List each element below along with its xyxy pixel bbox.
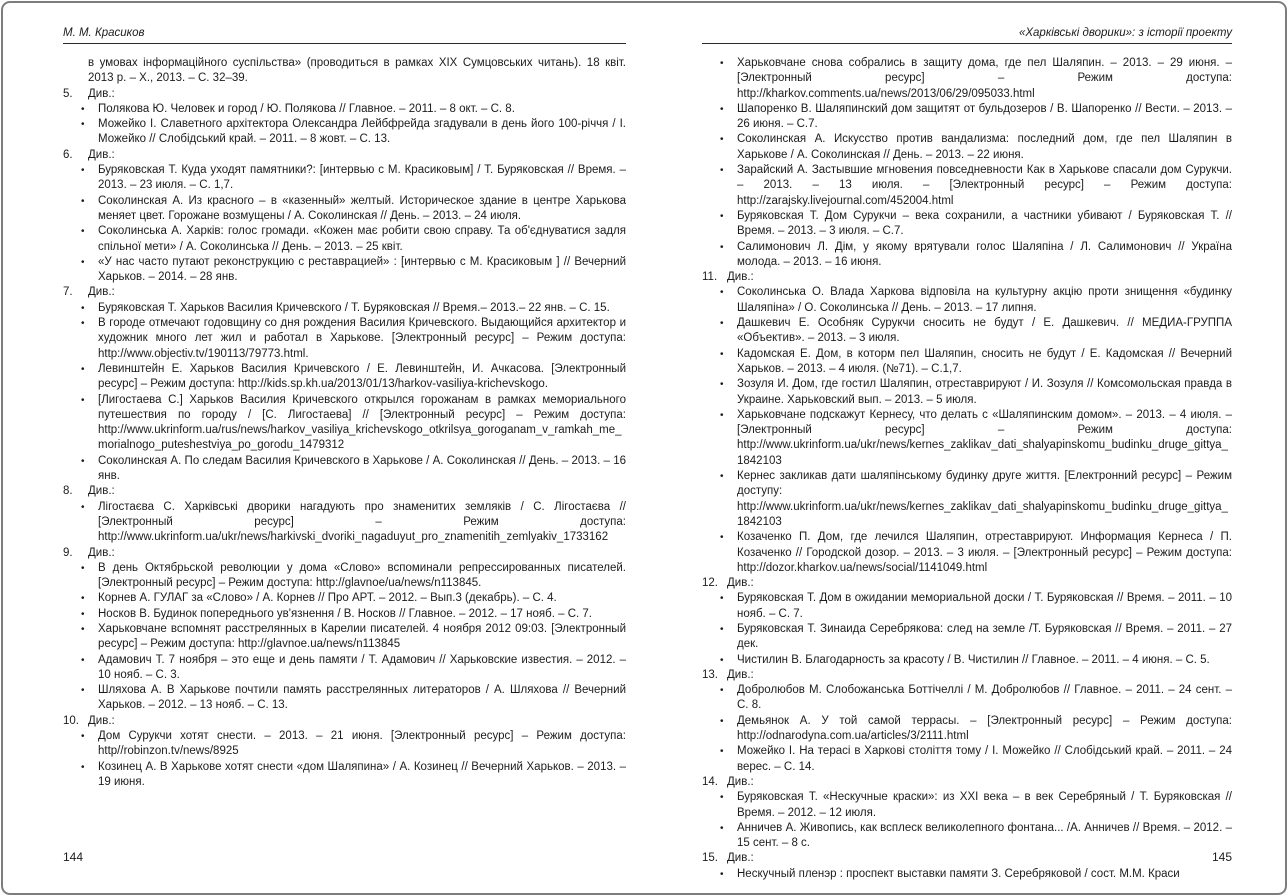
item-number: 9. [63, 546, 73, 559]
reference-text: Адамович Т. 7 ноября – это еще и день памяти / Т. Адамович // Харьковские известия. – 2012. – 10 нояб. – С. 3. [98, 653, 626, 681]
bullet-icon: • [720, 746, 724, 758]
bullet-icon: • [81, 654, 85, 666]
reference-text: Козаченко П. Дом, где лечился Шаляпин, отреставрируют. Информация Кернеса / П. Козаченко // Городской дозор. – 2013. – 3 июля. – [Электронный ресурс] – Режим доступа: http://dozor.kharkov.ua/news/social/1141049.html [737, 531, 1232, 574]
reference-text: Анничев А. Живопись, как всплеск великолепного фонтана... /А. Анничев // Время. – 2012. – 15 сент. – 8 с. [737, 821, 1232, 850]
bullet-icon: • [720, 792, 724, 804]
reference-entry [702, 285, 1232, 316]
references-right [702, 56, 1232, 882]
reference-text: Лігостаєва С. Харківські дворики нагадують про знаменитих земляків / С. Лігостаєва // [Электронный ресурс] – Режим доступа: http://www.ukrinform.ua/ukr/news/harkivski_dvoriki_nagaduyut_pro_znamenitih_zemlyakiv_1733162 [98, 500, 626, 544]
reference-entry [63, 729, 626, 760]
bullet-icon: • [81, 731, 85, 743]
reference-text: Левинштейн Е. Харьков Василия Кричевского / Е. Левинштейн, И. Ачкасова. [Электронный ресурс] – Режим доступа: http://kids.sp.kh.ua/2013/01/13/harkov-vasiliya-krichevskogo. [98, 362, 626, 391]
reference-text: [Лигостаева С.] Харьков Василия Кричевского открылся горожанам в рамках мемориального путешествия по городу / [С. Лигостаева] // [Электронный ресурс] – Режим доступа: http://www.ukrinform.ua/rus/news/harkov_vasiliya_krichevskogo_otkrilsya_goroganam_v_ramkah_me_morialnogo_puteshestviya_po_gorodu_1479312 [98, 393, 626, 452]
ref-item-8 [63, 484, 626, 499]
bullet-icon: • [720, 623, 724, 635]
reference-text: Нескучный пленэр : проспект выставки памяти З. Серебряковой / сост. М.М. Краси [737, 867, 1180, 880]
reference-text: Демьянок А. У той самой террасы. – [Электронный ресурс] – Режим доступа: http://odnarodyna.com.ua/articles/3/2111.html [737, 714, 1232, 743]
bullet-icon: • [81, 455, 85, 467]
bullet-icon: • [81, 318, 85, 330]
reference-text: Буряковская Т. Дом Сурукчи – века сохранили, а частники убивают / Буряковская Т. // Время. – 2013. – 3 июля. – С.7. [737, 209, 1232, 238]
item-label: Див.: [88, 714, 115, 727]
bullet-icon: • [81, 608, 85, 620]
reference-entry [63, 163, 626, 194]
ref-item-7 [63, 285, 626, 300]
item-number: 14. [702, 775, 718, 788]
item-label: Див.: [727, 271, 754, 284]
item-number: 13. [702, 668, 718, 681]
reference-entry [702, 347, 1232, 378]
reference-entry [63, 194, 626, 225]
reference-text: Харьковчане подскажут Кернесу, что делать с «Шаляпинским домом». – 2013. – 4 июля. – [Электронный ресурс] – Режим доступа: http://www.ukrinform.ua/ukr/news/kernes_zaklikav_dati_shalyapinskomu_budinku_druge_gittya_1842103 [737, 408, 1232, 467]
bullet-icon: • [81, 394, 85, 406]
reference-entry [702, 790, 1232, 821]
reference-entry [63, 301, 626, 316]
reference-text: Дом Сурукчи хотят снести. – 2013. – 21 июня. [Электронный ресурс] – Режим доступа: http//robinzon.tv/news/8925 [98, 730, 626, 758]
item-label: Див.: [727, 577, 754, 590]
bullet-icon: • [81, 195, 85, 207]
reference-entry [63, 760, 626, 791]
item-label: Див.: [88, 87, 115, 100]
reference-text: Соколинская А. Искусство против вандализма: последний дом, где пел Шаляпин в Харькове / А. Соколинская // День. – 2013. – 22 июня. [737, 133, 1232, 161]
page-number-left: 144 [63, 850, 84, 864]
reference-text: Зарайский А. Застывшие мгновения повседневности Как в Харькове спасали дом Сурукчи. – 2013. – 13 июля. – [Электронный ресурс] – Режим доступа: http://zarajsky.livejournal.com/452004.html [737, 164, 1232, 207]
reference-entry [63, 454, 626, 485]
item-label: Див.: [88, 286, 115, 299]
ref-item-5 [63, 87, 626, 102]
item-label: Див.: [727, 668, 754, 681]
item-number: 8. [63, 485, 73, 498]
reference-entry [702, 132, 1232, 163]
reference-text: Буряковская Т. Харьков Василия Кричевского / Т. Буряковская // Время.– 2013.– 22 янв. – С. 15. [98, 301, 610, 314]
reference-entry [63, 622, 626, 653]
reference-text: Полякова Ю. Человек и город / Ю. Полякова // Главное. – 2011. – 8 окт. – С. 8. [98, 102, 515, 115]
reference-entry [63, 591, 626, 606]
item-label: Див.: [727, 852, 754, 865]
bullet-icon: • [81, 761, 85, 773]
reference-entry [63, 316, 626, 362]
reference-entry [702, 209, 1232, 240]
reference-entry [702, 683, 1232, 714]
bullet-icon: • [720, 210, 724, 222]
item-number: 11. [702, 271, 718, 284]
reference-text: Дашкевич Е. Особняк Сурукчи сносить не будут / Е. Дашкевич. // МЕДИА-ГРУППА «Объектив». – 2013. – 3 июля. [737, 317, 1232, 345]
running-header-author: М. М. Красиков [63, 27, 145, 39]
reference-entry [702, 408, 1232, 469]
reference-text: Чистилин В. Благодарность за красоту / В. Чистилин // Главное. – 2011. – 4 июня. – С. 5. [737, 653, 1210, 666]
bullet-icon: • [720, 822, 724, 834]
item-label: Див.: [727, 775, 754, 788]
bullet-icon: • [720, 134, 724, 146]
reference-text: Корнев А. ГУЛАГ за «Слово» / А. Корнев // Про АРТ. – 2012. – Вып.3 (декабрь). – С. 4. [98, 592, 557, 605]
item-number: 10. [63, 714, 79, 727]
ref-item-11 [702, 270, 1232, 285]
bullet-icon: • [81, 103, 85, 115]
ref-item-13 [702, 668, 1232, 683]
reference-entry [63, 500, 626, 546]
reference-text: «У нас часто путают реконструкцию с реставрацией» : [интервью с М. Красиковым ] // Вечерний Харьков. – 2014. – 28 янв. [98, 255, 626, 284]
reference-entry [63, 117, 626, 148]
bullet-icon: • [81, 685, 85, 697]
reference-entry [63, 224, 626, 255]
item-label: Див.: [88, 485, 115, 498]
reference-text: Салимонович Л. Дім, у якому врятували голос Шаляпіна / Л. Салимонович // Україна молода. – 2013. – 16 июня. [737, 240, 1232, 268]
reference-entry [63, 653, 626, 684]
bullet-icon: • [720, 471, 724, 483]
reference-entry [702, 530, 1232, 576]
bullet-icon: • [81, 165, 85, 177]
ref-item-12 [702, 576, 1232, 591]
item-number: 7. [63, 286, 73, 299]
reference-entry [702, 316, 1232, 347]
reference-entry [702, 622, 1232, 653]
reference-entry [702, 867, 1232, 882]
reference-text: Кернес закликав дати шаляпінському будинку друге життя. [Електронний ресурс] – Режим доступу: http://www.ukrinform.ua/ukr/news/kernes_zaklikav_dati_shalyapinskomu_budinku_druge_gittya_1842103 [737, 470, 1232, 528]
bullet-icon: • [720, 379, 724, 391]
bullet-icon: • [720, 654, 724, 666]
reference-text: Можейко І. Славетного архітектора Олександра Лейбфрейда згадували в день його 100-річчя / І. Можейко // Слобідський край. – 2011. – 8 жовт. – С. 13. [98, 118, 626, 146]
reference-entry [63, 255, 626, 286]
reference-entry [702, 714, 1232, 745]
reference-text: Буряковская Т. Куда уходят памятники?: [интервью с М. Красиковым] / Т. Буряковская // Время. – 2013. – 23 июля. – С. 1,7. [98, 164, 626, 192]
reference-text: Шляхова А. В Харькове почтили память расстрелянных литераторов / А. Шляхова // Вечерний Харьков. – 2012. – 13 нояб. – С. 13. [98, 684, 626, 712]
reference-entry [702, 821, 1232, 852]
bullet-icon: • [720, 685, 724, 697]
reference-text: Шапоренко В. Шаляпинский дом защитят от бульдозеров / В. Шапоренко // Вести. – 2013. – 26 июня. – С.7. [737, 102, 1232, 131]
ref-item-9 [63, 546, 626, 561]
reference-entry [702, 591, 1232, 622]
reference-text: Буряковская Т. «Нескучные краски»: из XXI века – в век Серебряный / Т. Буряковская // Время. – 2012. – 12 июля. [737, 791, 1232, 819]
reference-entry [702, 653, 1232, 668]
bullet-icon: • [81, 593, 85, 605]
ref-item-14 [702, 775, 1232, 790]
bullet-icon: • [81, 562, 85, 574]
bullet-icon: • [720, 58, 724, 69]
bullet-icon: • [720, 318, 724, 330]
book-spread [1, 1, 1287, 895]
header-rule-right [702, 43, 1232, 44]
reference-text: Соколинская А. Из красного – в «казенный» желтый. Историческое здание в центре Харькова меняет цвет. Горожане возмущены / А. Соколинская // День. – 2013. – 24 июля. [98, 194, 626, 222]
references-left [63, 56, 626, 790]
bullet-icon: • [720, 409, 724, 421]
ref-item-10 [63, 714, 626, 729]
item-number: 15. [702, 852, 718, 865]
reference-entry [702, 240, 1232, 271]
reference-entry [702, 744, 1232, 775]
ref-item-6 [63, 148, 626, 163]
bullet-icon: • [81, 302, 85, 314]
reference-entry [702, 469, 1232, 530]
bullet-icon: • [81, 226, 85, 238]
reference-entry [702, 377, 1232, 408]
page-number-right: 145 [1211, 850, 1232, 864]
page-right [702, 3, 1232, 893]
reference-entry [63, 362, 626, 393]
reference-text: Харьковчане вспомнят расстрелянных в Карелии писателей. 4 ноября 2012 09:03. [Электронный ресурс] – Режим доступа: http://glavnoe.ua/news/n113845 [98, 622, 626, 651]
bullet-icon: • [81, 623, 85, 635]
bullet-icon: • [81, 501, 85, 513]
reference-text: В городе отмечают годовщину со дня рождения Василия Кричевского. Выдающийся архитектор и художник много лет жил и работал в Харькове. [Электронный ресурс] – Режим доступа: http://www.objectiv.tv/190113/79773.html. [98, 317, 626, 360]
reference-entry [63, 607, 626, 622]
bullet-icon: • [720, 532, 724, 544]
bullet-icon: • [720, 868, 724, 880]
bullet-icon: • [720, 593, 724, 605]
item-number: 5. [63, 87, 73, 100]
reference-text: В день Октябрьской революции у дома «Слово» вспоминали репрессированных писателей. [Электронный ресурс] – Режим доступа: http://glavnoe/ua/news/n113845. [98, 561, 626, 590]
reference-entry [63, 683, 626, 714]
header-rule-left [63, 43, 626, 44]
running-header-title: «Харківські дворики»: з історії проекту [1018, 27, 1232, 39]
reference-text: Соколинська А. Харків: голос громади. «Кожен має робити свою справу. Та об'єднуватися задля спільної мети» / А. Соколинська // День. – 2013. – 25 квіт. [98, 225, 626, 253]
reference-text: Соколинська О. Влада Харкова відповіла на культурну акцію проти знищення «будинку Шаляпіна» / О. Соколинська // День. – 2013. – 17 липня. [737, 286, 1232, 314]
bullet-icon: • [720, 715, 724, 727]
reference-entry [63, 393, 626, 454]
page-left [63, 3, 626, 893]
reference-entry [702, 163, 1232, 209]
reference-entry [63, 561, 626, 592]
reference-text: Буряковская Т. Зинаида Серебрякова: след на земле /Т. Буряковская // Время. – 2011. – 27 дек. [737, 622, 1232, 651]
bullet-icon: • [720, 348, 724, 360]
bullet-icon: • [720, 103, 724, 115]
bullet-icon: • [720, 241, 724, 253]
bullet-icon: • [81, 363, 85, 375]
reference-text: Добролюбов М. Слобожанська Боттічеллі / М. Добролюбов // Главное. – 2011. – 24 сент. – С. 8. [737, 684, 1232, 712]
item-label: Див.: [88, 148, 115, 161]
bullet-icon: • [81, 256, 85, 268]
reference-text: Носков В. Будинок попереднього ув'язнення / В. Носков // Главное. – 2012. – 17 нояб. – С. 7. [98, 607, 592, 620]
reference-text: Козинец А. В Харькове хотят снести «дом Шаляпина» / А. Козинец // Вечерний Харьков. – 2013. – 19 июня. [98, 760, 626, 788]
bullet-icon: • [720, 165, 724, 177]
reference-text: Зозуля И. Дом, где гостил Шаляпин, отреставрируют / И. Зозуля // Комсомольская правда в Украине. Харьковский вып. – 2013. – 5 июля. [737, 378, 1232, 406]
item-number: 6. [63, 148, 73, 161]
reference-text: Буряковская Т. Дом в ожидании мемориальной доски / Т. Буряковская // Время. – 2011. – 10 нояб. – С. 7. [737, 592, 1232, 620]
reference-entry [702, 56, 1232, 102]
bullet-icon: • [81, 119, 85, 131]
continued-paragraph: в умовах інформаційного суспільства» (проводиться в рамках XIX Сумцовських читань). 18 квіт. 2013 р. – Х., 2013. – С. 32–39. [88, 57, 626, 85]
ref-item-15 [702, 851, 1232, 866]
reference-text: Соколинская А. По следам Василия Кричевского в Харькове / А. Соколинская // День. – 2013. – 16 янв. [98, 454, 626, 483]
reference-text: Кадомская Е. Дом, в которм пел Шаляпин, сносить не будут / Е. Кадомская // Вечерний Харьков. – 2013. – 4 июля. (№71). – С.1,7. [737, 347, 1232, 375]
reference-entry [702, 102, 1232, 133]
reference-text: Можейко І. На терасі в Харкові століття тому / І. Можейко // Слобідський край. – 2011. – 24 верес. – С. 14. [737, 745, 1232, 773]
item-label: Див.: [88, 546, 115, 559]
item-number: 12. [702, 577, 718, 590]
bullet-icon: • [720, 287, 724, 299]
reference-text: Харьковчане снова собрались в защиту дома, где пел Шаляпин. – 2013. – 29 июня. – [Электронный ресурс] – Режим доступа: http://kharkov.comments.ua/news/2013/06/29/095033.html [737, 57, 1232, 100]
reference-entry [63, 102, 626, 117]
